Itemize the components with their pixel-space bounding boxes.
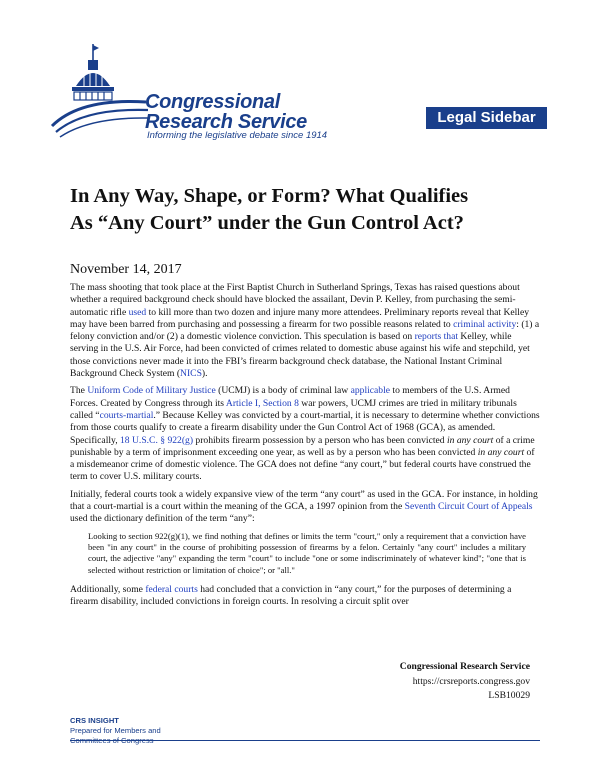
text: (UCMJ) is a body of criminal law xyxy=(215,385,351,397)
text: The mass shooting that took place at the First Baptist Church in Sutherland Springs, Texas has raised questions about whether a required background check should have blocked the assailant, Devin P. Kelley, from purchasing the semi-automatic rifle xyxy=(70,282,520,318)
text: Initially, federal courts took a widely expansive view of the term “any court” as used in the GCA. For instance, in holding that a court-martial is a court within the meaning of the GCA, a 1997 opinion from the xyxy=(70,488,538,513)
text: The xyxy=(70,385,88,397)
article-body xyxy=(70,282,540,613)
crs-wordmark-line2: Research Service xyxy=(145,111,307,133)
legal-sidebar-badge: Legal Sidebar xyxy=(426,107,547,129)
link-article-i-section-8[interactable]: Article I, Section 8 xyxy=(225,397,299,409)
text: to members of the U.S. Armed Forces. Created by Congress through its xyxy=(70,385,510,409)
footer-url[interactable]: https://crsreports.congress.gov xyxy=(412,675,530,687)
publication-date: November 14, 2017 xyxy=(70,262,182,277)
crs-insight-block xyxy=(70,716,161,746)
text: to kill more than two dozen and injure many more attendees. Preliminary reports reveal that Kelley may have been barred from purchasing and possessing a firearm for two possible reasons related to xyxy=(70,306,530,330)
link-courts-martial[interactable]: courts-martial xyxy=(99,409,154,421)
text: Kelley, while serving in the U.S. Air Force, had been convicted of crimes related to domestic abuse against his wife and stepchild, yet those convictions never made it into the FBI’s firearm background check database, the National Instant Criminal Background Check System ( xyxy=(70,331,530,380)
text: used the dictionary definition of the term “any”: xyxy=(70,513,255,525)
link-criminal-activity[interactable]: criminal activity xyxy=(453,318,517,330)
insight-heading: CRS INSIGHT xyxy=(70,716,119,725)
title-line2: As “Any Court” under the Gun Control Act? xyxy=(70,212,464,234)
crs-header xyxy=(50,40,550,150)
text: war powers, UCMJ crimes are tried in military tribunals called “ xyxy=(70,397,517,421)
crs-tagline: Informing the legislative debate since 1914 xyxy=(147,130,328,141)
link-used[interactable]: used xyxy=(128,306,147,318)
paragraph-3 xyxy=(70,489,540,526)
footer-report-id: LSB10029 xyxy=(488,690,530,701)
link-18-usc-922g[interactable]: 18 U.S.C. § 922(g) xyxy=(120,434,194,446)
capitol-dome-icon xyxy=(50,40,150,140)
crs-wordmark xyxy=(145,92,307,132)
insight-line2: Committees of Congress xyxy=(70,736,154,745)
text: of a crime punishable by a term of imprisonment exceeding one year, as well as by a person who has been convicted xyxy=(70,434,535,458)
paragraph-1 xyxy=(70,282,540,380)
title-line1: In Any Way, Shape, or Form? What Qualifies xyxy=(70,185,469,207)
paragraph-4 xyxy=(70,584,540,609)
link-ucmj[interactable]: Uniform Code of Military Justice xyxy=(87,385,216,397)
page-title xyxy=(70,183,540,237)
footer-org: Congressional Research Service xyxy=(399,661,530,672)
emphasis: in any court xyxy=(446,434,494,446)
text: Additionally, some xyxy=(70,583,146,595)
text: ). xyxy=(201,368,208,380)
paragraph-2 xyxy=(70,385,540,483)
link-reports-that[interactable]: reports that xyxy=(414,331,459,343)
text: of a misdemeanor crime of domestic violence. The GCA does not define “any court,” but federal courts have construed the term to cover U.S. military courts. xyxy=(70,446,535,483)
link-nics[interactable]: NICS xyxy=(180,368,202,380)
emphasis: in any court xyxy=(477,446,525,458)
text: : (1) a felony conviction and/or (2) a domestic violence conviction. This speculation is based on xyxy=(70,318,540,343)
footer-crs-block xyxy=(400,660,530,704)
text: prohibits firearm possession by a person who has been convicted xyxy=(193,434,447,446)
insight-line1: Prepared for Members and xyxy=(70,726,161,735)
block-quote: Looking to section 922(g)(1), we find nothing that defines or limits the term "court," only a requirement that a conviction have been "in any court" in the course of prohibiting possession of firearms by a felon. Certainly "any court" includes a military court, the adjective "any" expanding the term "court" to include "one or some indiscriminately of whatever kind"; "one that is selected without restriction or limitation of choice"; or "all." xyxy=(88,530,526,575)
link-seventh-circuit[interactable]: Seventh Circuit Court of Appeals xyxy=(404,501,533,513)
text: had concluded that a conviction in “any court,” for the purposes of determining a firearm disability, included convictions in foreign courts. In resolving a circuit split over xyxy=(70,583,512,608)
footer-divider xyxy=(70,740,540,741)
link-federal-courts[interactable]: federal courts xyxy=(145,583,198,595)
text: .” Because Kelley was convicted by a court-martial, it is necessary to determine whether convictions from those courts qualify to create a firearm disability under the Gun Control Act of 1968 (GCA), as amended. Specifically, xyxy=(70,409,540,446)
crs-wordmark-line1: Congressional xyxy=(145,91,281,113)
link-applicable[interactable]: applicable xyxy=(350,385,391,397)
